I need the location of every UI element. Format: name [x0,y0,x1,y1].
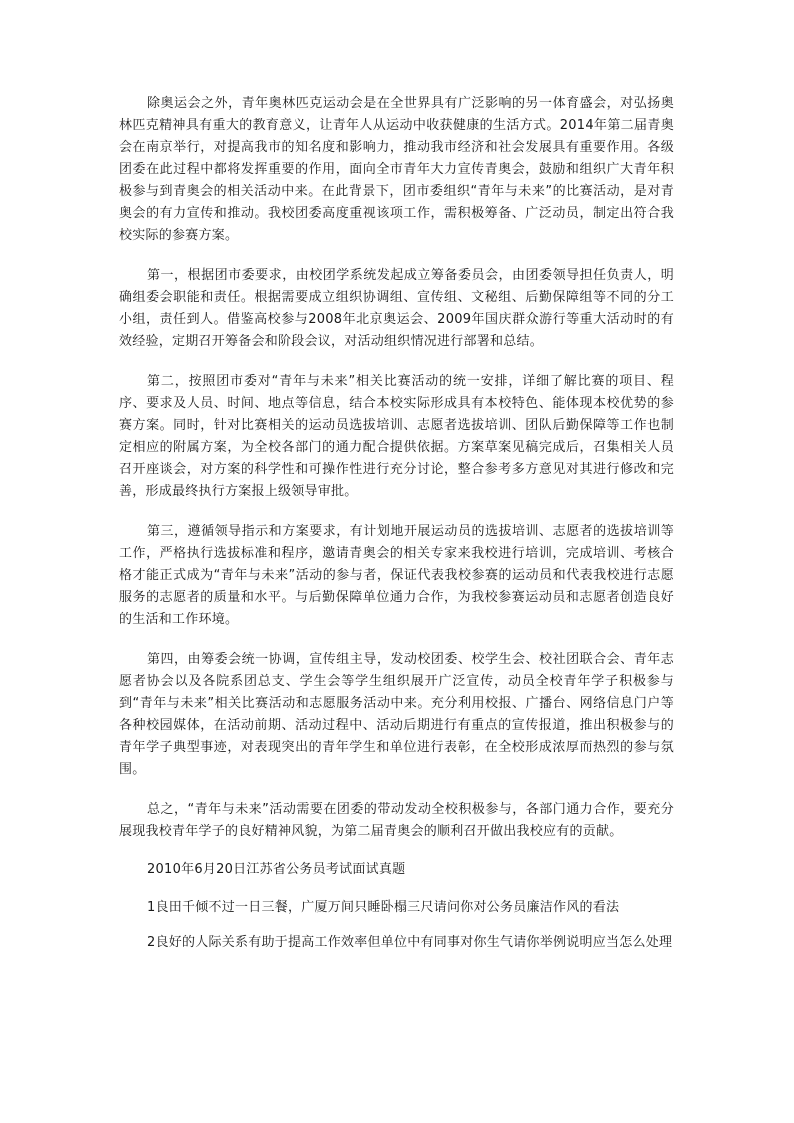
paragraph-intro: 除奥运会之外，青年奥林匹克运动会是在全世界具有广泛影响的另一体育盛会，对弘扬奥林匹克精神具有重大的教育意义，让青年人从运动中收获健康的生活方式。2014年第二届青奥会在南京举行，对提高我市的知名度和影响力，推动我市经济和社会发展具有重要作用。各级团委在此过程中都将发挥重要的作用，面向全市青年大力宣传青奥会，鼓励和组织广大青年积极参与到青奥会的相关活动中来。在此背景下，团市委组织“青年与未来”的比赛活动，是对青奥会的有力宣传和推动。我校团委高度重视该项工作，需积极筹备、广泛动员，制定出符合我校实际的参赛方案。 [119,96,674,243]
exam-question-2: 2良好的人际关系有助于提高工作效率但单位中有同事对你生气请你举例说明应当怎么处理 [147,935,673,950]
document-body [119,93,674,954]
paragraph-third: 第三，遵循领导指示和方案要求，有计划地开展运动员的选拔培训、志愿者的选拔培训等工作，严格执行选拔标准和程序，邀请青奥会的相关专家来我校进行培训，完成培训、考核合格才能正式成为“青年与未来”活动的参与者，保证代表我校参赛的运动员和代表我校进行志愿服务的志愿者的质量和水平。与后勤保障单位通力合作，为我校参赛运动员和志愿者创造良好的生活和工作环境。 [119,524,674,627]
exam-title: 2010年6月20日江苏省公务员考试面试真题 [147,862,406,877]
exam-question-1: 1良田千倾不过一日三餐，广厦万间只睡卧榻三尺请问你对公务员廉洁作风的看法 [147,900,620,915]
paragraph-fourth: 第四，由筹委会统一协调，宣传组主导，发动校团委、校学生会、校社团联合会、青年志愿者协会以及各院系团总支、学生会等学生组织展开广泛宣传，动员全校青年学子积极参与到“青年与未来”相关比赛活动和志愿服务活动中来。充分利用校报、广播台、网络信息门户等各种校园媒体，在活动前期、活动过程中、活动后期进行有重点的宣传报道，推出积极参与的青年学子典型事迹，对表现突出的青年学生和单位进行表彰，在全校形成浓厚而热烈的参与氛围。 [119,652,674,777]
paragraph-conclusion: 总之，“青年与未来”活动需要在团委的带动发动全校积极参与，各部门通力合作，要充分展现我校青年学子的良好精神风貌，为第二届青奥会的顺利召开做出我校应有的贡献。 [119,802,674,839]
paragraph-first: 第一，根据团市委要求，由校团学系统发起成立筹备委员会，由团委领导担任负责人，明确组委会职能和责任。根据需要成立组织协调组、宣传组、文秘组、后勤保障组等不同的分工小组，责任到人。借鉴高校参与2008年北京奥运会、2009年国庆群众游行等重大活动时的有效经验，定期召开筹备会和阶段会议，对活动组织情况进行部署和总结。 [119,268,674,349]
paragraph-second: 第二，按照团市委对“青年与未来”相关比赛活动的统一安排，详细了解比赛的项目、程序、要求及人员、时间、地点等信息，结合本校实际形成具有本校特色、能体现本校优势的参赛方案。同时，针对比赛相关的运动员选拔培训、志愿者选拔培训、团队后勤保障等工作也制定相应的附属方案，为全校各部门的通力配合提供依据。方案草案见稿完成后，召集相关人员召开座谈会，对方案的科学性和可操作性进行充分讨论，整合参考多方意见对其进行修改和完善，形成最终执行方案报上级领导审批。 [119,374,674,499]
